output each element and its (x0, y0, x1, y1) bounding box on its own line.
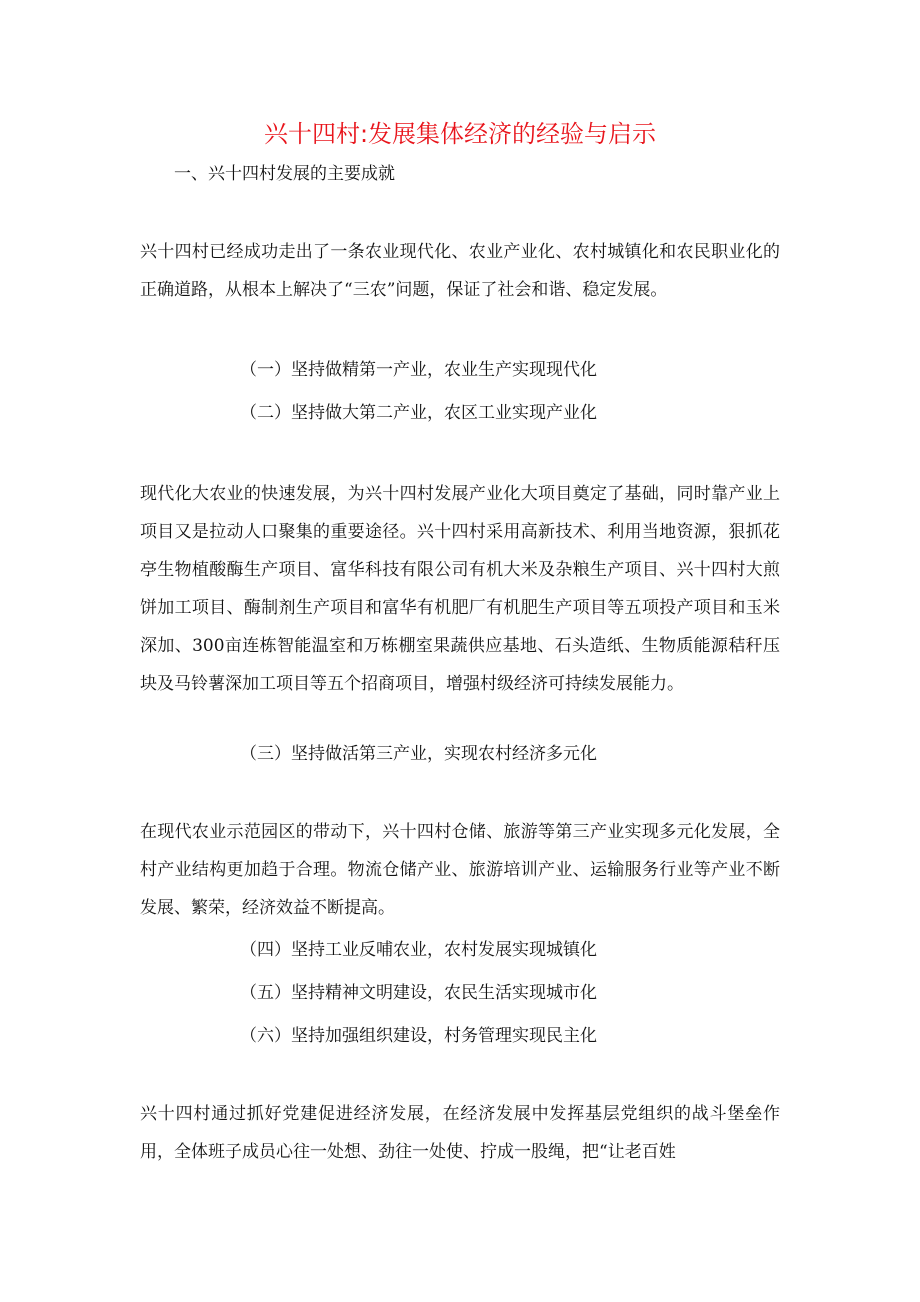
paragraph-achievements: 兴十四村已经成功走出了一条农业现代化、农业产业化、农村城镇化和农民职业化的正确道路，从根本上解决了“三农”问题，保证了社会和谐、稳定发展。 (140, 242, 780, 300)
subheading-secondary-industry: （二）坚持做大第二产业，农区工业实现产业化 (240, 403, 597, 423)
section-heading: 一、兴十四村发展的主要成就 (174, 164, 395, 184)
subheading-primary-industry: （一）坚持做精第一产业，农业生产实现现代化 (240, 360, 597, 380)
paragraph-industrialization: 现代化大农业的快速发展，为兴十四村发展产业化大项目奠定了基础，同时靠产业上项目又是拉动人口聚集的重要途径。兴十四村采用高新技术、利用当地资源，狠抓花亭生物植酸酶生产项目、富华科技有限公司有机大米及杂粮生产项目、兴十四村大煎饼加工项目、酶制剂生产项目和富华有机肥厂有机肥生产项目等五项投产项目和玉米深加、300亩连栋智能温室和万栋棚室果蔬供应基地、石头造纸、生物质能源秸秆压块及马铃薯深加工项目等五个招商项目，增强村级经济可持续发展能力。 (140, 484, 780, 694)
subheading-civilization: （五）坚持精神文明建设，农民生活实现城市化 (240, 983, 597, 1003)
subheading-democratization: （六）坚持加强组织建设，村务管理实现民主化 (240, 1026, 597, 1046)
subheading-tertiary-industry: （三）坚持做活第三产业，实现农村经济多元化 (240, 744, 597, 764)
paragraph-diversification: 在现代农业示范园区的带动下，兴十四村仓储、旅游等第三产业实现多元化发展，全村产业结构更加趋于合理。物流仓储产业、旅游培训产业、运输服务行业等产业不断发展、繁荣，经济效益不断提高。 (140, 822, 780, 918)
subheading-urbanization: （四）坚持工业反哺农业，农村发展实现城镇化 (240, 940, 597, 960)
page-title: 兴十四村:发展集体经济的经验与启示 (263, 120, 657, 148)
paragraph-party-building: 兴十四村通过抓好党建促进经济发展，在经济发展中发挥基层党组织的战斗堡垒作用，全体班子成员心往一处想、劲往一处使、拧成一股绳，把“让老百姓 (140, 1104, 780, 1162)
